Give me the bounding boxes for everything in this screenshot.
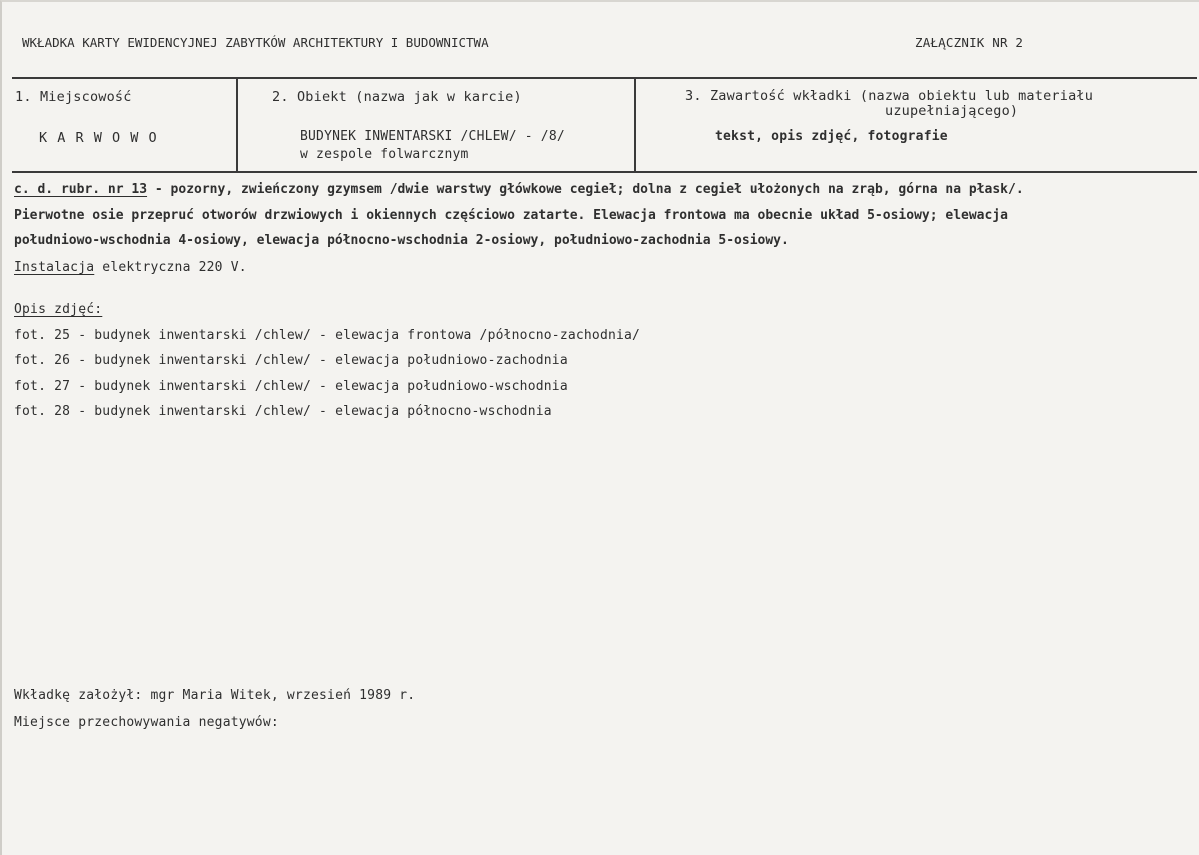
locality-value: K A R W O W O [39,130,158,146]
table-bottom-border [12,171,1197,173]
contents-value: tekst, opis zdjęć, fotografie [715,129,948,144]
photo-item: fot. 28 - budynek inwentarski /chlew/ - elewacja północno-wschodnia [14,404,552,419]
table-top-border [12,77,1197,79]
body-line-3: południowo-wschodnia 4-osiowy, elewacja północno-wschodnia 2-osiowy, południowo-zachodnia 5-osiowy. [14,233,789,248]
body-line-2: Pierwotne osie przepruć otworów drzwiowych i okiennych częściowo zatarte. Elewacja frontowa ma obecnie układ 5-osiowy; elewacja [14,208,1008,223]
column-divider-2 [634,77,636,172]
photo-item: fot. 27 - budynek inwentarski /chlew/ - elewacja południowo-wschodnia [14,379,568,394]
body-line-1-text: - pozorny, zwieńczony gzymsem /dwie warstwy główkowe cegieł; dolna z cegieł ułożonych na zrąb, górna na płask/. [147,182,1024,197]
object-label: 2. Obiekt (nazwa jak w karcie) [272,89,522,105]
contents-label-line1: 3. Zawartość wkładki (nazwa obiektu lub materiału [685,88,1094,104]
object-value-line1: BUDYNEK INWENTARSKI /CHLEW/ - /8/ [300,129,565,144]
locality-label: 1. Miejscowość [15,89,132,105]
photo-item: fot. 25 - budynek inwentarski /chlew/ - elewacja frontowa /północno-zachodnia/ [14,328,641,343]
body-line-1 [14,182,1024,197]
photos-heading: Opis zdjęć: [14,302,103,317]
card-title: WKŁADKA KARTY EWIDENCYJNEJ ZABYTKÓW ARCHITEKTURY I BUDOWNICTWA [22,35,489,50]
installation-label: Instalacja [14,260,95,275]
object-value-line2: w zespole folwarcznym [300,147,469,162]
installation-text: elektryczna 220 V. [94,260,247,275]
photo-item: fot. 26 - budynek inwentarski /chlew/ - elewacja południowo-zachodnia [14,353,568,368]
negatives-location-line: Miejsce przechowywania negatywów: [14,715,279,730]
contents-label-line2: uzupełniającego) [885,103,1019,119]
installation-line [14,260,247,275]
author-line: Wkładkę założył: mgr Maria Witek, wrzesień 1989 r. [14,688,416,703]
annex-label: ZAŁĄCZNIK NR 2 [915,35,1024,50]
column-divider-1 [236,77,238,172]
rubric-reference: c. d. rubr. nr 13 [14,182,148,197]
